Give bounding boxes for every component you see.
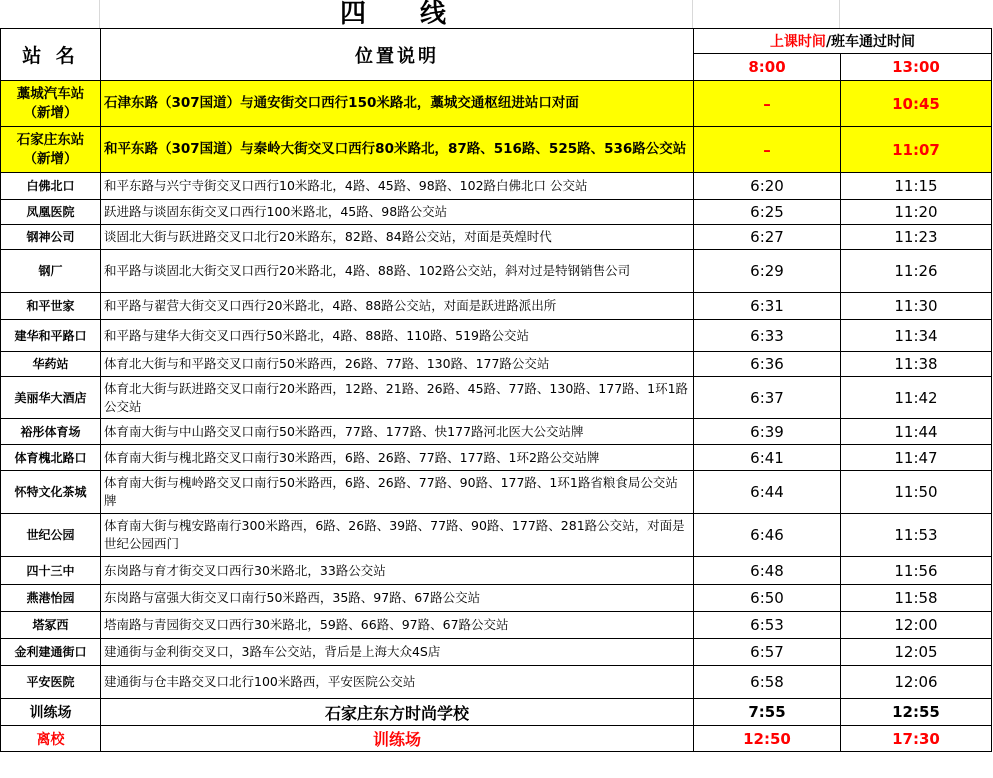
stop-location: 体育南大街与槐岭路交叉口南行50米路西，6路、26路、77路、90路、177路、1环1路省粮食局公交站牌 [101, 471, 694, 514]
stop-location: 东岗路与富强大街交叉口南行50米路西，35路、97路、67路公交站 [101, 585, 694, 612]
stop-time-1: 6:31 [694, 293, 841, 320]
stop-time-1: 6:57 [694, 639, 841, 666]
stop-location: 塔南路与青园街交叉口西行30米路北，59路、66路、97路、67路公交站 [101, 612, 694, 639]
stop-location: 和平东路（307国道）与秦岭大街交叉口西行80米路北，87路、516路、525路、536路公交站 [101, 127, 694, 173]
stop-name: 和平世家 [1, 293, 101, 320]
stop-time-1: 6:48 [694, 557, 841, 585]
stop-location: 体育北大街与和平路交叉口南行50米路西，26路、77路、130路、177路公交站 [101, 352, 694, 377]
stop-name: 金利建通街口 [1, 639, 101, 666]
stop-time-1: 6:53 [694, 612, 841, 639]
stop-time-2: 12:00 [841, 612, 992, 639]
header-row [1, 29, 992, 54]
stop-time-2: 11:07 [841, 127, 992, 173]
destination-row [1, 699, 992, 726]
stop-row [1, 352, 992, 377]
stop-location: 跃进路与谈固东街交叉口西行100米路北，45路、98路公交站 [101, 200, 694, 225]
stop-name: 裕彤体育场 [1, 419, 101, 445]
stop-time-2: 11:34 [841, 320, 992, 352]
stop-name: 体育槐北路口 [1, 445, 101, 471]
stop-time-1: 6:29 [694, 250, 841, 293]
stop-location: 建通街与仓丰路交叉口北行100米路西，平安医院公交站 [101, 666, 694, 699]
stop-time-1: 6:37 [694, 377, 841, 419]
schedule-table [0, 28, 992, 752]
stop-time-2: 11:23 [841, 225, 992, 250]
stop-name: 美丽华大酒店 [1, 377, 101, 419]
header-station: 站 名 [1, 29, 101, 81]
destination-name: 训练场 [1, 699, 101, 726]
stop-time-1: 6:25 [694, 200, 841, 225]
stop-time-2: 11:15 [841, 173, 992, 200]
header-time [694, 29, 992, 54]
stop-name: 藁城汽车站（新增） [1, 81, 101, 127]
stop-time-2: 11:38 [841, 352, 992, 377]
stop-time-2: 11:56 [841, 557, 992, 585]
stop-location: 和平路与谈固北大街交叉口西行20米路北，4路、88路、102路公交站，斜对过是特钢销售公司 [101, 250, 694, 293]
stop-time-1: 6:39 [694, 419, 841, 445]
stop-location: 和平东路与兴宁寺街交叉口西行10米路北，4路、45路、98路、102路白佛北口 公交站 [101, 173, 694, 200]
stop-time-1: 6:41 [694, 445, 841, 471]
stop-row [1, 639, 992, 666]
stop-time-2: 10:45 [841, 81, 992, 127]
stop-row [1, 81, 992, 127]
stop-time-1: 6:46 [694, 514, 841, 557]
departure-name: 离校 [1, 726, 101, 752]
stop-time-1: 6:20 [694, 173, 841, 200]
stop-name: 钢神公司 [1, 225, 101, 250]
destination-time-2: 12:55 [841, 699, 992, 726]
destination-time-1: 7:55 [694, 699, 841, 726]
stop-name: 石家庄东站（新增） [1, 127, 101, 173]
stop-time-1: 6:50 [694, 585, 841, 612]
header-time-2: 13:00 [841, 54, 992, 81]
stop-name: 燕港怡园 [1, 585, 101, 612]
stop-location: 和平路与翟营大街交叉口西行20米路北，4路、88路公交站，对面是跃进路派出所 [101, 293, 694, 320]
stop-time-1: 6:36 [694, 352, 841, 377]
stop-name: 怀特文化茶城 [1, 471, 101, 514]
stop-row [1, 377, 992, 419]
stop-time-2: 11:20 [841, 200, 992, 225]
stop-location: 和平路与建华大街交叉口西行50米路北，4路、88路、110路、519路公交站 [101, 320, 694, 352]
stop-row [1, 173, 992, 200]
stop-location: 东岗路与育才街交叉口西行30米路北，33路公交站 [101, 557, 694, 585]
stop-row [1, 514, 992, 557]
departure-time-1: 12:50 [694, 726, 841, 752]
stop-row [1, 225, 992, 250]
stop-name: 凤凰医院 [1, 200, 101, 225]
stop-row [1, 320, 992, 352]
stop-time-2: 11:58 [841, 585, 992, 612]
stop-location: 体育南大街与中山路交叉口南行50米路西，77路、177路、快177路河北医大公交站牌 [101, 419, 694, 445]
destination-location: 石家庄东方时尚学校 [101, 699, 694, 726]
stop-time-2: 12:06 [841, 666, 992, 699]
departure-time-2: 17:30 [841, 726, 992, 752]
stop-name: 平安医院 [1, 666, 101, 699]
stop-location: 石津东路（307国道）与通安街交口西行150米路北，藁城交通枢纽进站口对面 [101, 81, 694, 127]
stop-time-1: 6:44 [694, 471, 841, 514]
stop-time-1: – [694, 127, 841, 173]
title-row [0, 0, 993, 28]
stop-time-2: 11:42 [841, 377, 992, 419]
stop-time-1: 6:58 [694, 666, 841, 699]
stop-time-2: 11:30 [841, 293, 992, 320]
stop-name: 塔冢西 [1, 612, 101, 639]
stop-row [1, 293, 992, 320]
stop-time-2: 11:47 [841, 445, 992, 471]
stop-time-2: 11:26 [841, 250, 992, 293]
stop-row [1, 200, 992, 225]
departure-row [1, 726, 992, 752]
stop-name: 华药站 [1, 352, 101, 377]
stop-time-2: 11:44 [841, 419, 992, 445]
stop-row [1, 612, 992, 639]
stop-row [1, 471, 992, 514]
stop-location: 体育南大街与槐安路南行300米路西，6路、26路、39路、77路、90路、177路、281路公交站，对面是世纪公园西门 [101, 514, 694, 557]
stop-location: 谈固北大街与跃进路交叉口北行20米路东，82路、84路公交站，对面是英煌时代 [101, 225, 694, 250]
page-title: 四 线 [340, 0, 461, 29]
stop-time-1: – [694, 81, 841, 127]
stop-name: 四十三中 [1, 557, 101, 585]
header-location: 位置说明 [101, 29, 694, 81]
stop-time-1: 6:27 [694, 225, 841, 250]
stop-row [1, 666, 992, 699]
stop-name: 白佛北口 [1, 173, 101, 200]
header-time-red: 上课时间 [769, 34, 826, 50]
stop-location: 建通街与金利街交叉口，3路车公交站，背后是上海大众4S店 [101, 639, 694, 666]
stop-time-2: 11:53 [841, 514, 992, 557]
stop-time-1: 6:33 [694, 320, 841, 352]
stop-row [1, 445, 992, 471]
stop-location: 体育南大街与槐北路交叉口南行30米路西，6路、26路、77路、177路、1环2路公交站牌 [101, 445, 694, 471]
stop-row [1, 127, 992, 173]
stop-time-2: 11:50 [841, 471, 992, 514]
stop-location: 体育北大街与跃进路交叉口南行20米路西，12路、21路、26路、45路、77路、130路、177路、1环1路公交站 [101, 377, 694, 419]
stop-time-2: 12:05 [841, 639, 992, 666]
sheet-gridlines [0, 0, 993, 28]
stop-row [1, 250, 992, 293]
stop-row [1, 585, 992, 612]
header-time-black: /班车通过时间 [825, 34, 916, 50]
stop-row [1, 557, 992, 585]
stop-name: 钢厂 [1, 250, 101, 293]
stop-name: 世纪公园 [1, 514, 101, 557]
stop-row [1, 419, 992, 445]
stop-name: 建华和平路口 [1, 320, 101, 352]
departure-location: 训练场 [101, 726, 694, 752]
header-time-1: 8:00 [694, 54, 841, 81]
